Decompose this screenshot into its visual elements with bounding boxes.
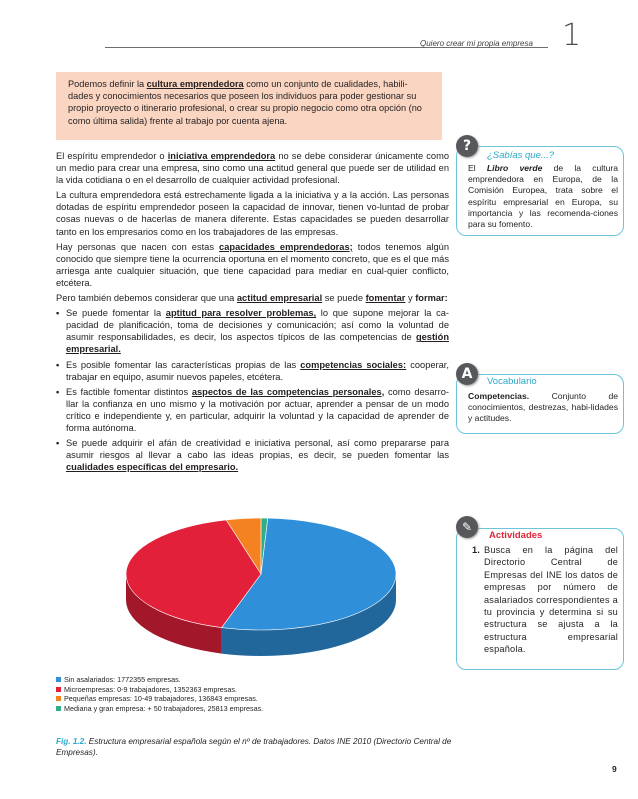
legend-label: Pequeñas empresas: 10-49 trabajadores, 136843 empresas.: [64, 694, 258, 704]
definition-box: [56, 72, 442, 140]
key-term: capacidades emprendedoras;: [219, 241, 353, 252]
paragraph: [56, 241, 449, 289]
list-item: [56, 437, 449, 473]
bullet: •: [56, 386, 60, 397]
definition-text: Podemos definir la: [68, 79, 147, 89]
legend-swatch: [56, 696, 61, 701]
paragraph: La cultura emprendedora está estrechamente ligada a la iniciativa y a la acción. Las personas dotadas de espíritu emprendedor poseen la capacidad de innovar, tienen vo-luntad de probar cosas nuevas o de hacerlas de manera diferente. Estas capacidades se pueden desarrollar tanto en los empresarios como en los trabajadores de las empresas.: [56, 190, 449, 237]
bullet-list: [56, 307, 449, 473]
text: lo que supone mejorar la ca-pacidad de planificación, toma de decisiones y comunicación; así como la voluntad de asumir responsabilidades, es decir, los aspectos típicos de las competencias de: [66, 308, 449, 343]
figure-label: Fig. 1.2.: [56, 737, 87, 746]
bullet: •: [56, 359, 60, 370]
key-term: actitud empresarial: [236, 293, 323, 304]
key-term: Libro verde: [486, 163, 543, 173]
paragraph: [56, 150, 449, 186]
legend-swatch: [56, 677, 61, 682]
key-term: iniciativa emprendedora: [167, 151, 276, 161]
definition-term: cultura emprendedora: [146, 79, 244, 89]
vocabulary-badge-icon: A: [456, 363, 478, 385]
pencil-badge-icon: ✎: [456, 516, 478, 538]
text: se puede: [322, 293, 366, 304]
text: Hay personas que nacen con estas: [56, 241, 220, 252]
key-term: aptitud para resolver problemas,: [165, 308, 317, 319]
legend-label: Microempresas: 0-9 trabajadores, 1352363 empresas.: [64, 684, 237, 694]
vocabulario-text: [468, 391, 618, 425]
text: no se debe considerar únicamente como un medio para crear una empresa, sino como una actitud general que puede ser de utilidad en la vida cotidiana o en el desarrollo de cualquier actividad profesional.: [56, 151, 450, 186]
bullet: •: [56, 308, 60, 319]
text: todos tenemos algún conocido que siempre tiene la ocurrencia oportuna en el momento concreto, que es el que más arriesga ante cualquier situación, que tiene capacidad para mediar en cual-quier conflicto, etcétera.: [56, 241, 450, 288]
figure-caption: [56, 736, 456, 758]
vocabulario-title: Vocabulario: [487, 376, 537, 387]
bullet: •: [56, 438, 60, 449]
legend-item: [56, 704, 263, 714]
sabias-que-text: [468, 163, 618, 230]
legend-label: Sin asalariados: 1772355 empresas.: [64, 675, 181, 684]
activity-text: Busca en la página del Directorio Central de Empresas del INE los datos de empresas por número de asalariados correspondientes a tu provincia y determina si su estructura se ajusta a la estructura empresarial española.: [484, 545, 618, 655]
key-term: formar:: [415, 293, 448, 304]
question-badge-icon: ?: [456, 135, 478, 157]
key-term: cualidades específicas del empresario.: [66, 462, 239, 473]
text: Conjunto de conocimientos, destrezas, habi-lidades y actitudes.: [468, 391, 618, 424]
text: Pero también debemos considerar que una: [56, 293, 237, 304]
key-term: fomentar: [365, 293, 406, 304]
text: Es posible fomentar las características propias de las: [66, 359, 301, 370]
chapter-number: 1: [562, 18, 582, 53]
running-header-title: Quiero crear mi propia empresa: [420, 39, 533, 48]
pie-chart: [116, 512, 406, 672]
text: Es factible fomentar distintos: [66, 386, 192, 397]
list-item: [56, 359, 449, 383]
key-term: aspectos de las competencias personales,: [191, 386, 385, 397]
legend-swatch: [56, 687, 61, 692]
page-number: 9: [612, 764, 617, 774]
chart-legend: [56, 675, 263, 713]
definition-text-rest: como un conjunto de cualidades, habili-dades y conocimientos necesarios que poseen los individuos para poder gestionar su propio proyecto o itinerario profesional, o crear su propio negocio como otra opción (no como última salida) frente al trabajo por cuenta ajena.: [68, 79, 422, 126]
text: y: [405, 293, 416, 304]
text: El espíritu emprendedor o: [56, 151, 168, 161]
actividades-item: [472, 544, 618, 656]
text: cooperar, trabajar en equipo, asumir nuevos papeles, etcétera.: [66, 359, 449, 382]
text: Se puede adquirir el afán de creatividad e iniciativa personal, así como prepararse para asumir riesgos al llevar a cabo las ideas propias, es decir, se pueden fomentar las: [66, 438, 449, 461]
paragraph: [56, 292, 449, 304]
key-term: Competencias.: [468, 391, 530, 401]
legend-item: [56, 694, 263, 704]
legend-swatch: [56, 706, 61, 711]
legend-item: [56, 685, 263, 695]
sabias-que-title: ¿Sabías que...?: [487, 150, 555, 161]
text: Se puede fomentar la: [66, 308, 166, 319]
actividades-title: Actividades: [489, 530, 543, 541]
caption-text: Estructura empresarial española según el nº de trabajadores. Datos INE 2010 (Directorio Central de Empresas).: [56, 737, 452, 757]
legend-label: Mediana y gran empresa: + 50 trabajadores, 25813 empresas.: [64, 703, 264, 713]
legend-item: [56, 675, 263, 685]
key-term: gestión empresarial.: [66, 332, 449, 355]
text: de la cultura emprendedora en Europa, de la Comisión Europea, trata sobre el espíritu empresarial en Europa, su importancia y las recomenda-ciones para su fomento.: [468, 163, 618, 230]
activity-number: 1.: [472, 545, 481, 555]
main-body-text: [56, 150, 449, 476]
text: como desarro-llar la confianza en uno mismo y la motivación por actuar, aprender a pensar de un modo crítico e independiente y, en particular, adquirir la voluntad y la capacidad de aprender de forma autónoma.: [66, 386, 449, 433]
text: El: [468, 163, 487, 173]
list-item: [56, 307, 449, 355]
pie-chart-top: [126, 518, 396, 630]
list-item: [56, 386, 449, 434]
key-term: competencias sociales:: [300, 359, 407, 370]
